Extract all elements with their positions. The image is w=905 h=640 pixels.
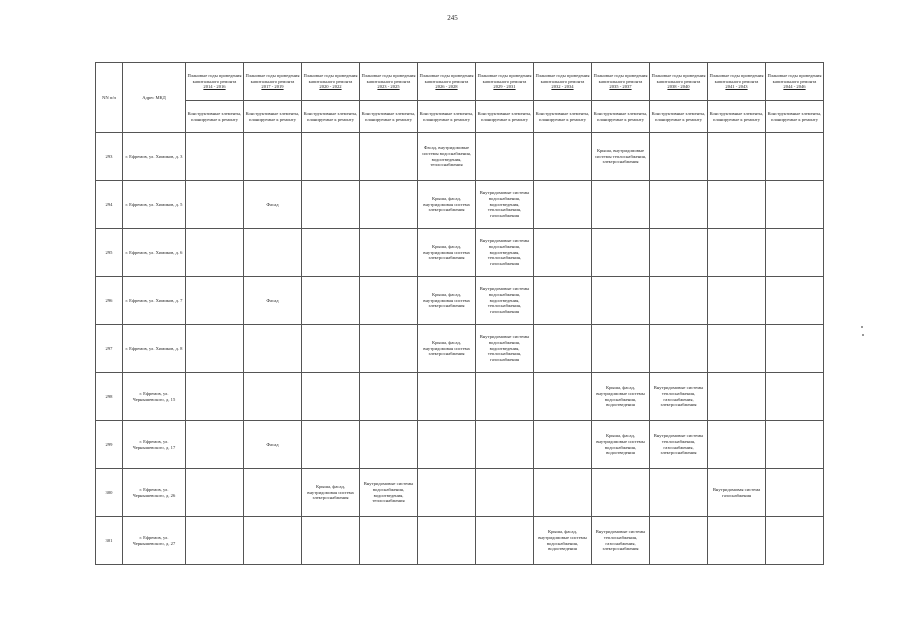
header-elements-8: Конструктивные элементы, планируемые к ремонту (650, 101, 708, 133)
period-cell (766, 133, 824, 181)
period-cell (592, 181, 650, 229)
header-period-2 (302, 63, 360, 101)
row-address: г. Ефремов, ул. Химиков, д. 3 (123, 133, 186, 181)
period-cell (476, 517, 534, 565)
period-cell: Крыша, внутридомовые системы теплоснабжения, электроснабжения (592, 133, 650, 181)
header-period-1 (244, 63, 302, 101)
period-years: 2026 - 2028 (435, 84, 458, 90)
period-cell (592, 229, 650, 277)
period-cell (244, 517, 302, 565)
period-cell (186, 421, 244, 469)
period-cell: Крыша, фасад, внутридомовые системы водоснабжения, водоотведения (592, 373, 650, 421)
period-title: Плановые годы проведения капитального ремонта (651, 72, 706, 84)
row-address: г. Ефремов, ул. Химиков, д. 5 (123, 181, 186, 229)
period-cell: Крыша, фасад, внутридомовая система электроснабжения (302, 469, 360, 517)
row-address: г. Ефремов, ул. Химиков, д. 6 (123, 229, 186, 277)
period-cell (592, 277, 650, 325)
table-body (96, 63, 824, 565)
period-cell (186, 229, 244, 277)
table-row (96, 517, 824, 565)
header-period-9 (708, 63, 766, 101)
capital-repair-table (95, 62, 824, 565)
period-cell (708, 421, 766, 469)
table-row (96, 229, 824, 277)
period-title: Плановые годы проведения капитального ремонта (535, 72, 590, 84)
period-cell (186, 373, 244, 421)
period-cell (766, 181, 824, 229)
period-cell (592, 469, 650, 517)
period-cell (534, 133, 592, 181)
header-period-4 (418, 63, 476, 101)
period-cell: Фасад, внутридомовые системы водоснабжения, водоотведения, теплоснабжения (418, 133, 476, 181)
header-elements-2: Конструктивные элементы, планируемые к ремонту (302, 101, 360, 133)
period-cell (186, 325, 244, 373)
period-title: Плановые годы проведения капитального ремонта (477, 72, 532, 84)
period-cell: Внутридомовые системы водоснабжения, водоотведения, теплоснабжения (360, 469, 418, 517)
period-cell: Крыша, фасад, внутридомовая система электроснабжения (418, 229, 476, 277)
period-cell (360, 133, 418, 181)
row-address: г. Ефремов, ул. Чернышевского, д. 27 (123, 517, 186, 565)
period-cell (650, 277, 708, 325)
period-cell (708, 277, 766, 325)
header-elements-4: Конструктивные элементы, планируемые к ремонту (418, 101, 476, 133)
period-cell: Внутридомовые системы теплоснабжения, газоснабжения, электроснабжения (650, 373, 708, 421)
period-cell (534, 325, 592, 373)
period-title: Плановые годы проведения капитального ремонта (303, 72, 358, 84)
period-cell (766, 469, 824, 517)
period-cell: Внутридомовые системы водоснабжения, водоотведения, теплоснабжения, газоснабжения (476, 229, 534, 277)
period-cell (418, 421, 476, 469)
period-cell (534, 373, 592, 421)
period-cell: Крыша, фасад, внутридомовые системы водоснабжения, водоотведения (534, 517, 592, 565)
period-title: Плановые годы проведения капитального ремонта (245, 72, 300, 84)
period-cell (766, 373, 824, 421)
period-cell (302, 325, 360, 373)
period-cell (302, 373, 360, 421)
period-cell (186, 181, 244, 229)
period-cell (360, 181, 418, 229)
table-row (96, 277, 824, 325)
period-cell (766, 517, 824, 565)
period-cell (360, 421, 418, 469)
row-number: 293 (96, 133, 123, 181)
header-num: NN п/п (96, 63, 123, 133)
table-row (96, 373, 824, 421)
period-cell (418, 373, 476, 421)
header-period-3 (360, 63, 418, 101)
table-row (96, 421, 824, 469)
row-number: 300 (96, 469, 123, 517)
header-row-periods (96, 63, 824, 101)
period-cell (186, 133, 244, 181)
period-cell (418, 469, 476, 517)
page-number: 245 (447, 14, 458, 22)
period-years: 2038 - 2040 (667, 84, 690, 90)
period-cell (244, 229, 302, 277)
table-row (96, 325, 824, 373)
period-cell (186, 517, 244, 565)
header-elements-6: Конструктивные элементы, планируемые к ремонту (534, 101, 592, 133)
header-period-6 (534, 63, 592, 101)
period-cell (302, 181, 360, 229)
period-cell (476, 469, 534, 517)
period-cell (186, 469, 244, 517)
row-number: 298 (96, 373, 123, 421)
period-cell: Внутридомовые системы теплоснабжения, газоснабжения, электроснабжения (592, 517, 650, 565)
period-cell (534, 421, 592, 469)
period-cell: Внутридомовые системы водоснабжения, водоотведения, теплоснабжения, газоснабжения (476, 325, 534, 373)
header-elements-9: Конструктивные элементы, планируемые к ремонту (708, 101, 766, 133)
period-years: 2044 - 2046 (783, 84, 806, 90)
header-elements-5: Конструктивные элементы, планируемые к ремонту (476, 101, 534, 133)
period-years: 2035 - 2037 (609, 84, 632, 90)
period-cell: Крыша, фасад, внутридомовая система электроснабжения (418, 325, 476, 373)
period-cell (708, 325, 766, 373)
period-cell: Внутридомовые системы водоснабжения, водоотведения, теплоснабжения, газоснабжения (476, 277, 534, 325)
header-elements-1: Конструктивные элементы, планируемые к ремонту (244, 101, 302, 133)
period-cell (708, 181, 766, 229)
period-cell (476, 421, 534, 469)
header-period-8 (650, 63, 708, 101)
period-years: 2029 - 2031 (493, 84, 516, 90)
period-cell (766, 421, 824, 469)
period-cell (650, 469, 708, 517)
period-cell (302, 277, 360, 325)
period-cell (650, 517, 708, 565)
table-row (96, 469, 824, 517)
table-row (96, 133, 824, 181)
period-cell (186, 277, 244, 325)
period-title: Плановые годы проведения капитального ремонта (767, 72, 822, 84)
period-cell (360, 277, 418, 325)
period-years: 2041 - 2043 (725, 84, 748, 90)
row-number: 296 (96, 277, 123, 325)
period-cell (244, 373, 302, 421)
period-cell: Внутридомовая система газоснабжения (708, 469, 766, 517)
period-cell (360, 517, 418, 565)
period-cell (534, 469, 592, 517)
period-cell (650, 133, 708, 181)
header-address: Адрес МКД (123, 63, 186, 133)
period-title: Плановые годы проведения капитального ремонта (593, 72, 648, 84)
period-title: Плановые годы проведения капитального ремонта (187, 72, 242, 84)
period-cell (708, 517, 766, 565)
row-number: 297 (96, 325, 123, 373)
period-title: Плановые годы проведения капитального ремонта (419, 72, 474, 84)
header-elements-10: Конструктивные элементы, планируемые к ремонту (766, 101, 824, 133)
period-cell (360, 229, 418, 277)
period-cell (302, 229, 360, 277)
row-address: г. Ефремов, ул. Химиков, д. 7 (123, 277, 186, 325)
period-years: 2017 - 2019 (261, 84, 284, 90)
period-cell (360, 325, 418, 373)
period-cell (418, 517, 476, 565)
period-cell (592, 325, 650, 373)
period-years: 2014 - 2016 (203, 84, 226, 90)
period-cell: Фасад (244, 421, 302, 469)
header-elements-7: Конструктивные элементы, планируемые к ремонту (592, 101, 650, 133)
table-row (96, 181, 824, 229)
header-elements-3: Конструктивные элементы, планируемые к ремонту (360, 101, 418, 133)
period-cell (650, 181, 708, 229)
row-address: г. Ефремов, ул. Чернышевского, д. 17 (123, 421, 186, 469)
period-cell (476, 373, 534, 421)
period-cell: Крыша, фасад, внутридомовая система электроснабжения (418, 181, 476, 229)
row-number: 295 (96, 229, 123, 277)
period-cell (302, 421, 360, 469)
period-cell (302, 517, 360, 565)
row-address: г. Ефремов, ул. Химиков, д. 8 (123, 325, 186, 373)
scan-speck (861, 326, 863, 328)
period-cell (476, 133, 534, 181)
period-cell (302, 133, 360, 181)
period-cell: Крыша, фасад, внутридомовая система электроснабжения (418, 277, 476, 325)
period-years: 2032 - 2034 (551, 84, 574, 90)
period-cell (766, 229, 824, 277)
period-cell (708, 229, 766, 277)
row-address: г. Ефремов, ул. Чернышевского, д. 26 (123, 469, 186, 517)
row-number: 301 (96, 517, 123, 565)
period-cell (650, 325, 708, 373)
header-row-elements (96, 101, 824, 133)
period-cell (534, 277, 592, 325)
period-cell (766, 325, 824, 373)
period-cell (650, 229, 708, 277)
header-period-5 (476, 63, 534, 101)
period-cell (244, 133, 302, 181)
period-cell: Фасад (244, 277, 302, 325)
period-cell (360, 373, 418, 421)
period-cell: Крыша, фасад, внутридомовые системы водоснабжения, водоотведения (592, 421, 650, 469)
period-cell: Внутридомовые системы водоснабжения, водоотведения, теплоснабжения, газоснабжения (476, 181, 534, 229)
row-number: 294 (96, 181, 123, 229)
period-cell (766, 277, 824, 325)
period-cell (534, 229, 592, 277)
period-title: Плановые годы проведения капитального ремонта (709, 72, 764, 84)
header-elements-0: Конструктивные элементы, планируемые к ремонту (186, 101, 244, 133)
period-cell (244, 325, 302, 373)
row-address: г. Ефремов, ул. Чернышевского, д. 15 (123, 373, 186, 421)
row-number: 299 (96, 421, 123, 469)
period-cell: Внутридомовые системы теплоснабжения, газоснабжения, электроснабжения (650, 421, 708, 469)
period-cell (708, 133, 766, 181)
period-cell (244, 469, 302, 517)
header-period-7 (592, 63, 650, 101)
period-cell (534, 181, 592, 229)
header-period-0 (186, 63, 244, 101)
period-cell (708, 373, 766, 421)
period-years: 2023 - 2025 (377, 84, 400, 90)
header-period-10 (766, 63, 824, 101)
period-cell: Фасад (244, 181, 302, 229)
period-years: 2020 - 2022 (319, 84, 342, 90)
scan-speck (862, 334, 864, 336)
period-title: Плановые годы проведения капитального ремонта (361, 72, 416, 84)
